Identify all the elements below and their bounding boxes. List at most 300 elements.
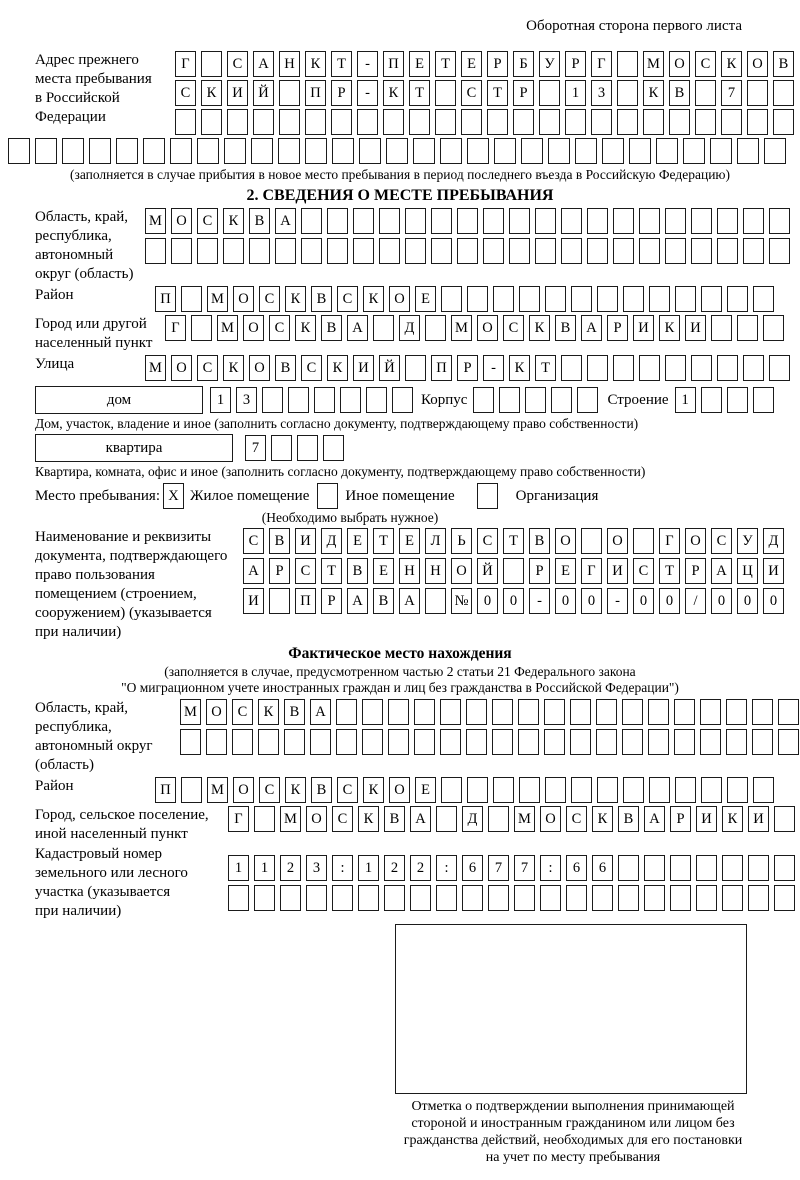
char-box: [462, 885, 483, 911]
char-box: С: [566, 806, 587, 832]
char-box: [358, 885, 379, 911]
char-box: П: [155, 286, 176, 312]
char-box: [700, 699, 721, 725]
char-box: В: [618, 806, 639, 832]
actual-region-row-1: [180, 699, 799, 725]
char-box: В: [284, 699, 305, 725]
char-box: [669, 109, 690, 135]
char-box: О: [243, 315, 264, 341]
char-box: [622, 699, 643, 725]
char-box: [254, 885, 275, 911]
char-box: В: [275, 355, 296, 381]
char-box: [331, 109, 352, 135]
char-box: И: [748, 806, 769, 832]
char-box: Н: [399, 558, 420, 584]
char-box: М: [451, 315, 472, 341]
char-box: К: [383, 80, 404, 106]
char-box: [388, 699, 409, 725]
char-box: Т: [659, 558, 680, 584]
stroenie-label: Строение: [607, 391, 669, 408]
char-box: [545, 286, 566, 312]
char-box: 2: [280, 855, 301, 881]
char-box: [727, 387, 748, 413]
text-line: при наличии): [35, 903, 122, 919]
char-box: Д: [462, 806, 483, 832]
char-box: [773, 109, 794, 135]
char-box: [288, 387, 309, 413]
char-box: [175, 109, 196, 135]
char-box: [457, 208, 478, 234]
char-box: Т: [409, 80, 430, 106]
char-box: [696, 855, 717, 881]
char-box: [721, 109, 742, 135]
char-box: [180, 729, 201, 755]
char-box: Й: [477, 558, 498, 584]
actual-location-title: Фактическое место нахождения: [288, 645, 512, 662]
char-box: 0: [555, 588, 576, 614]
char-box: 0: [737, 588, 758, 614]
char-box: О: [389, 286, 410, 312]
cadastral-row-1: [228, 855, 795, 881]
char-box: :: [540, 855, 561, 881]
char-box: О: [233, 286, 254, 312]
char-box: [336, 729, 357, 755]
char-box: П: [431, 355, 452, 381]
apartment-type-box: квартира: [35, 434, 233, 462]
stay-option-checkbox-organization: [477, 483, 498, 509]
char-box: 3: [306, 855, 327, 881]
char-box: [227, 109, 248, 135]
char-box: [570, 729, 591, 755]
char-box: -: [483, 355, 504, 381]
char-box: Т: [435, 51, 456, 77]
char-box: [602, 138, 624, 164]
char-box: 0: [711, 588, 732, 614]
char-box: Р: [513, 80, 534, 106]
char-box: Е: [461, 51, 482, 77]
char-box: [618, 855, 639, 881]
char-box: [623, 777, 644, 803]
char-box: А: [275, 208, 296, 234]
char-box: 7: [721, 80, 742, 106]
char-box: [279, 80, 300, 106]
char-box: К: [295, 315, 316, 341]
char-box: [467, 138, 489, 164]
char-box: Е: [347, 528, 368, 554]
char-box: [535, 208, 556, 234]
text-line: право пользования: [35, 567, 155, 583]
char-box: О: [451, 558, 472, 584]
char-box: С: [337, 777, 358, 803]
char-box: И: [353, 355, 374, 381]
char-box: П: [383, 51, 404, 77]
char-box: А: [399, 588, 420, 614]
char-box: [336, 699, 357, 725]
char-box: [691, 208, 712, 234]
char-box: [778, 729, 799, 755]
char-box: С: [301, 355, 322, 381]
char-box: [726, 699, 747, 725]
char-box: [262, 387, 283, 413]
ownership-doc-row-1: [243, 528, 784, 554]
char-box: [441, 286, 462, 312]
char-box: К: [327, 355, 348, 381]
char-box: [639, 208, 660, 234]
char-box: [8, 138, 30, 164]
house-number-row: [210, 387, 413, 413]
char-box: [414, 729, 435, 755]
char-box: [774, 885, 795, 911]
char-box: О: [540, 806, 561, 832]
char-box: [379, 238, 400, 264]
char-box: [717, 238, 738, 264]
char-box: [726, 729, 747, 755]
char-box: -: [357, 51, 378, 77]
char-box: К: [305, 51, 326, 77]
text-line: Область, край,: [35, 700, 129, 716]
char-box: №: [451, 588, 472, 614]
char-box: Г: [175, 51, 196, 77]
char-box: К: [722, 806, 743, 832]
char-box: Н: [279, 51, 300, 77]
char-box: [35, 138, 57, 164]
char-box: [116, 138, 138, 164]
char-box: [597, 286, 618, 312]
char-box: [769, 238, 790, 264]
stay-type-row: [35, 483, 800, 509]
char-box: В: [311, 777, 332, 803]
char-box: [753, 286, 774, 312]
char-box: Г: [165, 315, 186, 341]
char-box: [743, 355, 764, 381]
char-box: [357, 109, 378, 135]
char-box: А: [410, 806, 431, 832]
char-box: [201, 109, 222, 135]
char-box: [581, 528, 602, 554]
char-box: [521, 138, 543, 164]
char-box: [591, 109, 612, 135]
char-box: [752, 699, 773, 725]
char-box: 0: [581, 588, 602, 614]
char-box: М: [514, 806, 535, 832]
char-box: О: [306, 806, 327, 832]
char-box: [461, 109, 482, 135]
char-box: [388, 729, 409, 755]
char-box: М: [145, 208, 166, 234]
char-box: [701, 387, 722, 413]
char-box: [232, 729, 253, 755]
char-box: [727, 777, 748, 803]
char-box: [544, 729, 565, 755]
char-box: [488, 806, 509, 832]
ownership-doc-block: [35, 528, 800, 642]
char-box: А: [644, 806, 665, 832]
char-box: К: [363, 286, 384, 312]
char-box: [366, 387, 387, 413]
char-box: [440, 699, 461, 725]
char-box: С: [295, 558, 316, 584]
char-box: Т: [535, 355, 556, 381]
char-box: [435, 80, 456, 106]
char-box: О: [685, 528, 706, 554]
char-box: [551, 387, 572, 413]
char-box: Р: [607, 315, 628, 341]
text-line: Адрес прежнего: [35, 52, 139, 68]
char-box: [306, 885, 327, 911]
char-box: [561, 208, 582, 234]
char-box: [466, 699, 487, 725]
actual-region-block: [35, 699, 800, 775]
char-box: [710, 138, 732, 164]
stay-option-checkbox-residential: X: [163, 483, 184, 509]
char-box: Р: [565, 51, 586, 77]
char-box: С: [227, 51, 248, 77]
char-box: А: [243, 558, 264, 584]
char-box: [665, 208, 686, 234]
char-box: Е: [373, 558, 394, 584]
char-box: [592, 885, 613, 911]
char-box: В: [269, 528, 290, 554]
char-box: 2: [384, 855, 405, 881]
char-box: О: [669, 51, 690, 77]
char-box: 6: [462, 855, 483, 881]
char-box: А: [310, 699, 331, 725]
char-box: К: [363, 777, 384, 803]
char-box: [373, 315, 394, 341]
char-box: [301, 208, 322, 234]
char-box: М: [280, 806, 301, 832]
cadastral-row-2: [228, 885, 795, 911]
char-box: [509, 238, 530, 264]
char-box: -: [607, 588, 628, 614]
text-line: на учет по месту пребывания: [485, 1150, 661, 1165]
text-line: стороной и иностранным гражданином или лицом без: [411, 1116, 735, 1131]
char-box: Р: [321, 588, 342, 614]
char-box: Г: [581, 558, 602, 584]
char-box: [675, 777, 696, 803]
char-box: В: [249, 208, 270, 234]
char-box: Л: [425, 528, 446, 554]
char-box: 0: [763, 588, 784, 614]
region-block: [35, 208, 800, 284]
char-box: [727, 286, 748, 312]
char-box: [353, 238, 374, 264]
char-box: В: [384, 806, 405, 832]
char-box: [275, 238, 296, 264]
char-box: [457, 238, 478, 264]
char-box: [466, 729, 487, 755]
char-box: [674, 729, 695, 755]
text-line: (область): [35, 757, 94, 773]
char-box: [431, 208, 452, 234]
char-box: [525, 387, 546, 413]
cadastral-block: [35, 845, 800, 921]
char-box: [648, 729, 669, 755]
char-box: [271, 435, 292, 461]
text-line: Наименование и реквизиты: [35, 529, 212, 545]
char-box: М: [207, 286, 228, 312]
char-box: К: [285, 777, 306, 803]
char-box: [384, 885, 405, 911]
char-box: [639, 238, 660, 264]
char-box: [695, 109, 716, 135]
char-box: [587, 238, 608, 264]
stay-note: (Необходимо выбрать нужное): [261, 510, 439, 525]
char-box: [665, 238, 686, 264]
char-box: С: [232, 699, 253, 725]
actual-district-row: [155, 777, 774, 803]
char-box: [323, 435, 344, 461]
char-box: [596, 699, 617, 725]
char-box: С: [243, 528, 264, 554]
char-box: В: [321, 315, 342, 341]
char-box: [539, 80, 560, 106]
char-box: К: [592, 806, 613, 832]
char-box: [269, 588, 290, 614]
city-label: [35, 315, 165, 353]
char-box: К: [258, 699, 279, 725]
char-box: С: [503, 315, 524, 341]
char-box: [670, 855, 691, 881]
actual-district-block: [35, 777, 800, 803]
char-box: Р: [269, 558, 290, 584]
char-box: [587, 208, 608, 234]
prev-address-block: [35, 51, 800, 135]
apartment-number-row: [245, 435, 344, 461]
char-box: [253, 109, 274, 135]
char-box: :: [436, 855, 457, 881]
text-line: иной населенный пункт: [35, 826, 188, 842]
prev-address-row-2: [175, 80, 794, 106]
text-line: Кадастровый номер: [35, 846, 162, 862]
char-box: 6: [566, 855, 587, 881]
char-box: [431, 238, 452, 264]
char-box: [405, 238, 426, 264]
char-box: [665, 355, 686, 381]
char-box: А: [581, 315, 602, 341]
text-line: республика,: [35, 228, 112, 244]
char-box: Е: [555, 558, 576, 584]
char-box: Р: [457, 355, 478, 381]
char-box: 1: [358, 855, 379, 881]
char-box: П: [305, 80, 326, 106]
char-box: [575, 138, 597, 164]
district-block: [35, 286, 800, 312]
char-box: [648, 699, 669, 725]
char-box: [769, 355, 790, 381]
char-box: [633, 528, 654, 554]
char-box: И: [227, 80, 248, 106]
district-row: [155, 286, 774, 312]
char-box: [279, 109, 300, 135]
char-box: [561, 238, 582, 264]
char-box: 1: [210, 387, 231, 413]
text-line: Отметка о подтверждении выполнения принимающей: [411, 1099, 735, 1114]
char-box: [597, 777, 618, 803]
char-box: [644, 885, 665, 911]
text-line: Город, сельское поселение,: [35, 807, 209, 823]
char-box: [493, 286, 514, 312]
char-box: [548, 138, 570, 164]
char-box: [414, 699, 435, 725]
char-box: Е: [409, 51, 430, 77]
char-box: А: [253, 51, 274, 77]
char-box: Т: [487, 80, 508, 106]
text-line: (заполняется в случае, предусмотренном частью 2 статьи 21 Федерального закона: [164, 664, 636, 679]
char-box: [518, 729, 539, 755]
char-box: [700, 729, 721, 755]
char-box: [327, 238, 348, 264]
char-box: У: [539, 51, 560, 77]
char-box: [753, 777, 774, 803]
char-box: [435, 109, 456, 135]
char-box: [62, 138, 84, 164]
stay-option-label-other: Иное помещение: [345, 487, 455, 504]
char-box: [743, 208, 764, 234]
char-box: П: [155, 777, 176, 803]
char-box: [191, 315, 212, 341]
text-line: "О миграционном учете иностранных граждан и лиц без гражданства в Российской Федерации"): [121, 680, 679, 695]
char-box: О: [249, 355, 270, 381]
char-box: [587, 355, 608, 381]
char-box: К: [223, 208, 244, 234]
char-box: [613, 355, 634, 381]
char-box: [310, 729, 331, 755]
char-box: [332, 138, 354, 164]
char-box: [565, 109, 586, 135]
char-box: [301, 238, 322, 264]
char-box: В: [555, 315, 576, 341]
char-box: [561, 355, 582, 381]
char-box: [223, 238, 244, 264]
region-row-1: [145, 208, 790, 234]
char-box: 7: [245, 435, 266, 461]
char-box: И: [243, 588, 264, 614]
char-box: [171, 238, 192, 264]
char-box: [617, 51, 638, 77]
char-box: [617, 80, 638, 106]
text-line: автономный округ: [35, 738, 153, 754]
char-box: 3: [591, 80, 612, 106]
confirmation-stamp-box: [395, 924, 747, 1094]
actual-district-label: Район: [35, 778, 74, 794]
char-box: [181, 777, 202, 803]
region-label: [35, 208, 145, 284]
char-box: [644, 855, 665, 881]
char-box: К: [643, 80, 664, 106]
region-row-2: [145, 238, 790, 264]
char-box: [383, 109, 404, 135]
char-box: К: [358, 806, 379, 832]
page-header-note: Оборотная сторона первого листа: [526, 18, 742, 34]
char-box: -: [357, 80, 378, 106]
char-box: [249, 238, 270, 264]
prev-address-label: [35, 51, 175, 127]
char-box: К: [201, 80, 222, 106]
char-box: [280, 885, 301, 911]
char-box: С: [175, 80, 196, 106]
char-box: [544, 699, 565, 725]
char-box: 2: [410, 855, 431, 881]
char-box: [747, 109, 768, 135]
text-line: земельного или лесного: [35, 865, 188, 881]
char-box: [763, 315, 784, 341]
char-box: И: [295, 528, 316, 554]
char-box: [362, 729, 383, 755]
char-box: [436, 885, 457, 911]
char-box: [535, 238, 556, 264]
char-box: [639, 355, 660, 381]
